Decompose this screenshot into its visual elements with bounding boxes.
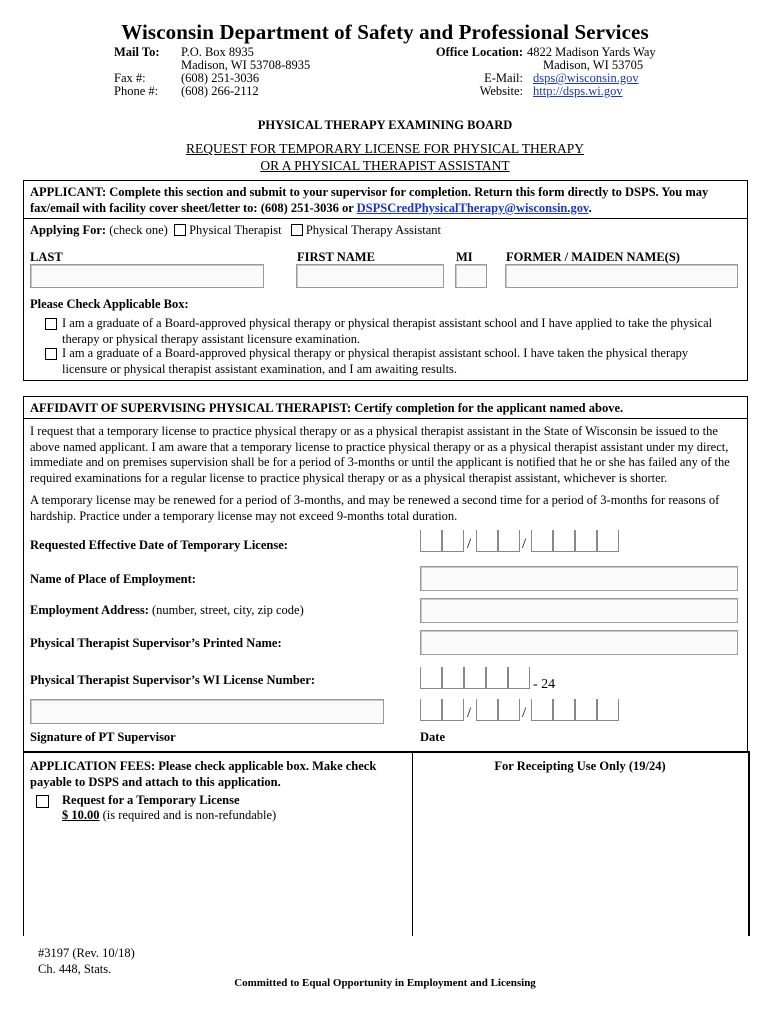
affidavit-p1-line4: required examinations for a regular license to practice physical therapy or as a physical therapist assistant, whichever is shorter.: [30, 470, 668, 485]
license-digit-3[interactable]: [464, 667, 486, 689]
statute-reference: Ch. 448, Stats.: [38, 962, 112, 976]
form-number: #3197 (Rev. 10/18): [38, 946, 135, 960]
fee-amount-note: (is required and is non-refundable): [102, 808, 277, 822]
form-title-line1: REQUEST FOR TEMPORARY LICENSE FOR PHYSICAL THERAPY: [185, 141, 585, 156]
license-digit-5[interactable]: [508, 667, 530, 689]
signature-date-slash-1: /: [467, 705, 472, 721]
signature-month-digit-2[interactable]: [442, 699, 464, 721]
mail-address-line2: Madison, WI 53708-8935: [181, 58, 311, 72]
affidavit-p2-line1: A temporary license may be renewed for a period of 3-months, and may be renewed a second time for a period of 3-months for reasons of: [30, 493, 720, 507]
graduate-applied-line1: I am a graduate of a Board-approved physical therapy or physical therapist assistant school and I have applied to take the physical: [62, 316, 713, 330]
effective-day-digit-1[interactable]: [476, 530, 498, 552]
office-label: Office Location:: [435, 45, 523, 59]
employment-address-label-row: [30, 603, 304, 619]
effective-day-digit-2[interactable]: [498, 530, 520, 552]
signature-day-digit-2[interactable]: [498, 699, 520, 721]
supervisor-license-label: Physical Therapist Supervisor’s WI License Number:: [30, 673, 316, 687]
fees-right-border: [748, 751, 750, 936]
fees-heading: [30, 759, 410, 790]
former-name-input[interactable]: [505, 264, 738, 288]
mail-address-line1: P.O. Box 8935: [181, 45, 254, 59]
supervisor-signature-input[interactable]: [30, 699, 384, 724]
last-name-input[interactable]: [30, 264, 264, 288]
effective-year-digit-1[interactable]: [531, 530, 553, 552]
effective-month-digit-1[interactable]: [420, 530, 442, 552]
employment-place-label: Name of Place of Employment:: [30, 572, 196, 586]
office-address-line1: 4822 Madison Yards Way: [527, 45, 656, 59]
email-link[interactable]: dsps@wisconsin.gov: [533, 71, 639, 85]
signature-year-digit-1[interactable]: [531, 699, 553, 721]
affidavit-paragraph-2: [30, 493, 745, 524]
graduate-awaiting-text: [62, 346, 742, 377]
affidavit-p2-line2: hardship. Practice under a temporary license may not exceed 9-months total duration.: [30, 508, 458, 523]
graduate-applied-line2: therapy or physical therapy assistant licensure examination.: [62, 331, 361, 346]
physical-therapist-option: Physical Therapist: [189, 223, 282, 237]
effective-year-digit-4[interactable]: [597, 530, 619, 552]
affidavit-heading: AFFIDAVIT OF SUPERVISING PHYSICAL THERAPIST: Certify completion for the applicant named above.: [30, 401, 624, 415]
supervisor-name-label: Physical Therapist Supervisor’s Printed Name:: [30, 636, 282, 650]
effective-year-digit-2[interactable]: [553, 530, 575, 552]
mail-to-block: [114, 46, 310, 98]
office-block: [430, 46, 670, 98]
board-name: PHYSICAL THERAPY EXAMINING BOARD: [257, 118, 513, 132]
signature-day-digit-1[interactable]: [476, 699, 498, 721]
graduate-applied-checkbox[interactable]: [45, 318, 57, 330]
temporary-license-fee-label: Request for a Temporary License: [62, 793, 240, 807]
signature-year-digit-2[interactable]: [553, 699, 575, 721]
fees-heading-line1: APPLICATION FEES: Please check applicable box. Make check: [30, 759, 377, 773]
affidavit-divider: [23, 418, 748, 419]
affidavit-paragraph-1: [30, 424, 745, 486]
supervisor-name-input[interactable]: [420, 630, 738, 655]
license-digit-1[interactable]: [420, 667, 442, 689]
signature-year-digit-4[interactable]: [597, 699, 619, 721]
affidavit-p1-line1: I request that a temporary license to practice physical therapy or as a physical therapist assistant in the State of Wisconsin be issued to the: [30, 424, 718, 438]
graduate-awaiting-checkbox[interactable]: [45, 348, 57, 360]
applying-for-label: Applying For:: [30, 223, 107, 237]
employment-address-label: Employment Address:: [30, 603, 149, 617]
applying-for-note: (check one): [109, 223, 168, 237]
effective-date-slash-1: /: [467, 536, 472, 552]
effective-date-label: Requested Effective Date of Temporary License:: [30, 538, 288, 552]
employment-address-input[interactable]: [420, 598, 738, 623]
employment-place-input[interactable]: [420, 566, 738, 591]
affidavit-p1-line3: immediate and on premises supervision shall be for a period of 3-months or until the applicant is notified that he or she has failed any of the: [30, 455, 730, 469]
employment-address-note: (number, street, city, zip code): [152, 603, 304, 617]
applicant-divider: [23, 218, 748, 219]
fax-label: Fax #:: [114, 71, 146, 85]
applicant-instructions-line1: APPLICANT: Complete this section and submit to your supervisor for completion. Return this form directly to DSPS. You may: [30, 185, 709, 199]
applying-for-row: [30, 223, 441, 239]
fee-amount-row: [62, 808, 276, 824]
office-address-line2: Madison, WI 53705: [543, 58, 644, 72]
page-title: Wisconsin Department of Safety and Professional Services: [121, 20, 649, 44]
effective-date-slash-2: /: [522, 536, 527, 552]
middle-initial-label: MI: [456, 250, 473, 264]
fees-left-border: [23, 751, 24, 936]
equal-opportunity-statement: Committed to Equal Opportunity in Employment and Licensing: [234, 977, 536, 989]
graduate-awaiting-line1: I am a graduate of a Board-approved physical therapy or physical therapist assistant school. I have taken the physical therapy: [62, 346, 689, 360]
graduate-applied-text: [62, 316, 742, 347]
fax-number: (608) 251-3036: [181, 71, 260, 85]
physical-therapy-assistant-checkbox[interactable]: [291, 224, 303, 236]
graduate-awaiting-line2: licensure or physical therapist assistant examination, and I am awaiting results.: [62, 361, 458, 376]
phone-label: Phone #:: [114, 84, 159, 98]
website-label: Website:: [479, 84, 523, 98]
temporary-license-fee-checkbox[interactable]: [36, 795, 49, 808]
affidavit-p1-line2: above named applicant. I am aware that a temporary license to practice physical therapy or as a physical therapist assistant under my direct,: [30, 439, 729, 454]
license-suffix: - 24: [533, 677, 556, 692]
signature-label: Signature of PT Supervisor: [30, 730, 176, 744]
applicant-instructions-line2: fax/email with facility cover sheet/letter to: (608) 251-3036 or: [30, 200, 354, 215]
email-label: E-Mail:: [484, 71, 523, 85]
fees-column-divider: [412, 751, 413, 936]
check-applicable-label: Please Check Applicable Box:: [30, 297, 189, 311]
physical-therapy-assistant-option: Physical Therapy Assistant: [305, 223, 441, 237]
mail-to-label: Mail To:: [114, 45, 160, 59]
effective-year-digit-3[interactable]: [575, 530, 597, 552]
signature-year-digit-3[interactable]: [575, 699, 597, 721]
date-label: Date: [420, 730, 445, 744]
website-link[interactable]: http://dsps.wi.gov: [533, 84, 623, 98]
fee-amount: $ 10.00: [62, 808, 100, 822]
fees-top-rule: [23, 751, 750, 753]
effective-month-digit-2[interactable]: [442, 530, 464, 552]
license-digit-4[interactable]: [486, 667, 508, 689]
first-name-label: FIRST NAME: [297, 250, 375, 264]
signature-date-slash-2: /: [522, 705, 527, 721]
license-digit-2[interactable]: [442, 667, 464, 689]
fees-heading-line2: payable to DSPS and attach to this application.: [30, 774, 281, 789]
former-name-label: FORMER / MAIDEN NAME(S): [506, 250, 680, 264]
form-title-line2: OR A PHYSICAL THERAPIST ASSISTANT: [260, 158, 510, 173]
phone-number: (608) 266-2112: [181, 84, 259, 98]
physical-therapist-checkbox[interactable]: [174, 224, 186, 236]
middle-initial-input[interactable]: [455, 264, 487, 288]
last-name-label: LAST: [30, 250, 63, 264]
applicant-email-link[interactable]: DSPSCredPhysicalTherapy@wisconsin.gov: [356, 200, 589, 215]
receipting-label: For Receipting Use Only (19/24): [494, 759, 666, 773]
signature-month-digit-1[interactable]: [420, 699, 442, 721]
form-title: [0, 140, 770, 174]
first-name-input[interactable]: [296, 264, 444, 288]
applicant-instructions: APPLICANT: Complete this section and submit to your supervisor for completion. Return this form directly to DSPS. You may fax/email with facility cover sheet/letter to: (608) 251-3036 or DSPSCredPhysicalTherapy@wisconsin.gov.: [30, 185, 745, 216]
